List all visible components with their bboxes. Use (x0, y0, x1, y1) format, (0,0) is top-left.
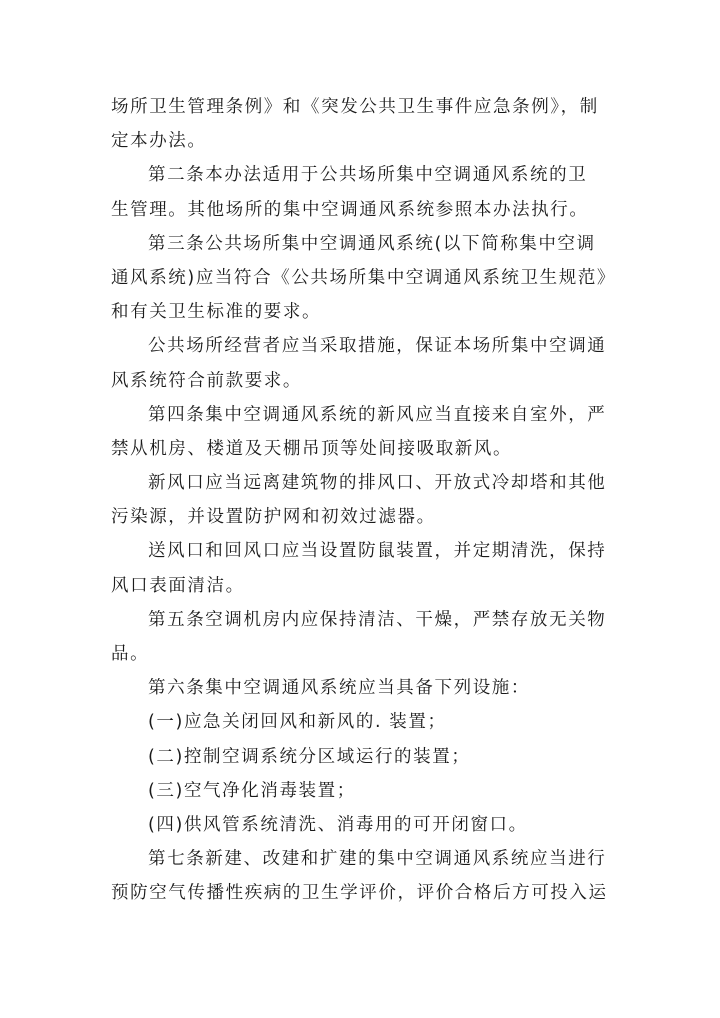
text-line: 第四条集中空调通风系统的新风应当直接来自室外，严 (148, 404, 607, 425)
text-line: 预防空气传播性疾病的卫生学评价，评价合格后方可投入运 (111, 883, 608, 904)
text-line: 污染源，并设置防护网和初效过滤器。 (111, 507, 436, 528)
text-line: 通风系统)应当符合《公共场所集中空调通风系统卫生规范》 (111, 267, 617, 288)
text-line: 第七条新建、改建和扩建的集中空调通风系统应当进行 (148, 849, 607, 870)
text-line: 和有关卫生标准的要求。 (111, 302, 322, 323)
text-line: 第五条空调机房内应保持清洁、干燥，严禁存放无关物 (148, 609, 607, 630)
text-line: 新风口应当远离建筑物的排风口、开放式冷却塔和其他 (148, 473, 607, 494)
text-line: 风口表面清洁。 (111, 575, 245, 596)
text-line: 品。 (111, 644, 150, 664)
text-line: 公共场所经营者应当采取措施，保证本场所集中空调通 (148, 336, 607, 357)
text-line: (四)供风管系统清洗、消毒用的可开闭窗口。 (148, 814, 528, 835)
text-line: (三)空气净化消毒装置； (148, 780, 356, 801)
text-line: (一)应急关闭回风和新风的. 装置； (148, 712, 447, 733)
text-line: 送风口和回风口应当设置防鼠装置，并定期清洗，保持 (148, 541, 607, 562)
text-line: (二)控制空调系统分区域运行的装置； (148, 746, 471, 767)
text-line: 第六条集中空调通风系统应当具备下列设施： (148, 678, 530, 699)
text-line: 风系统符合前款要求。 (111, 370, 302, 391)
text-line: 场所卫生管理条例》和《突发公共卫生事件应急条例》，制 (111, 97, 599, 117)
text-line: 定本办法。 (111, 131, 207, 152)
text-line: 生管理。其他场所的集中空调通风系统参照本办法执行。 (111, 199, 589, 220)
document-body (111, 90, 631, 911)
text-line: 第二条本办法适用于公共场所集中空调通风系统的卫 (148, 165, 588, 186)
text-line: 禁从机房、楼道及天棚吊顶等处间接吸取新风。 (111, 438, 513, 459)
text-line: 第三条公共场所集中空调通风系统(以下简称集中空调 (148, 233, 596, 254)
